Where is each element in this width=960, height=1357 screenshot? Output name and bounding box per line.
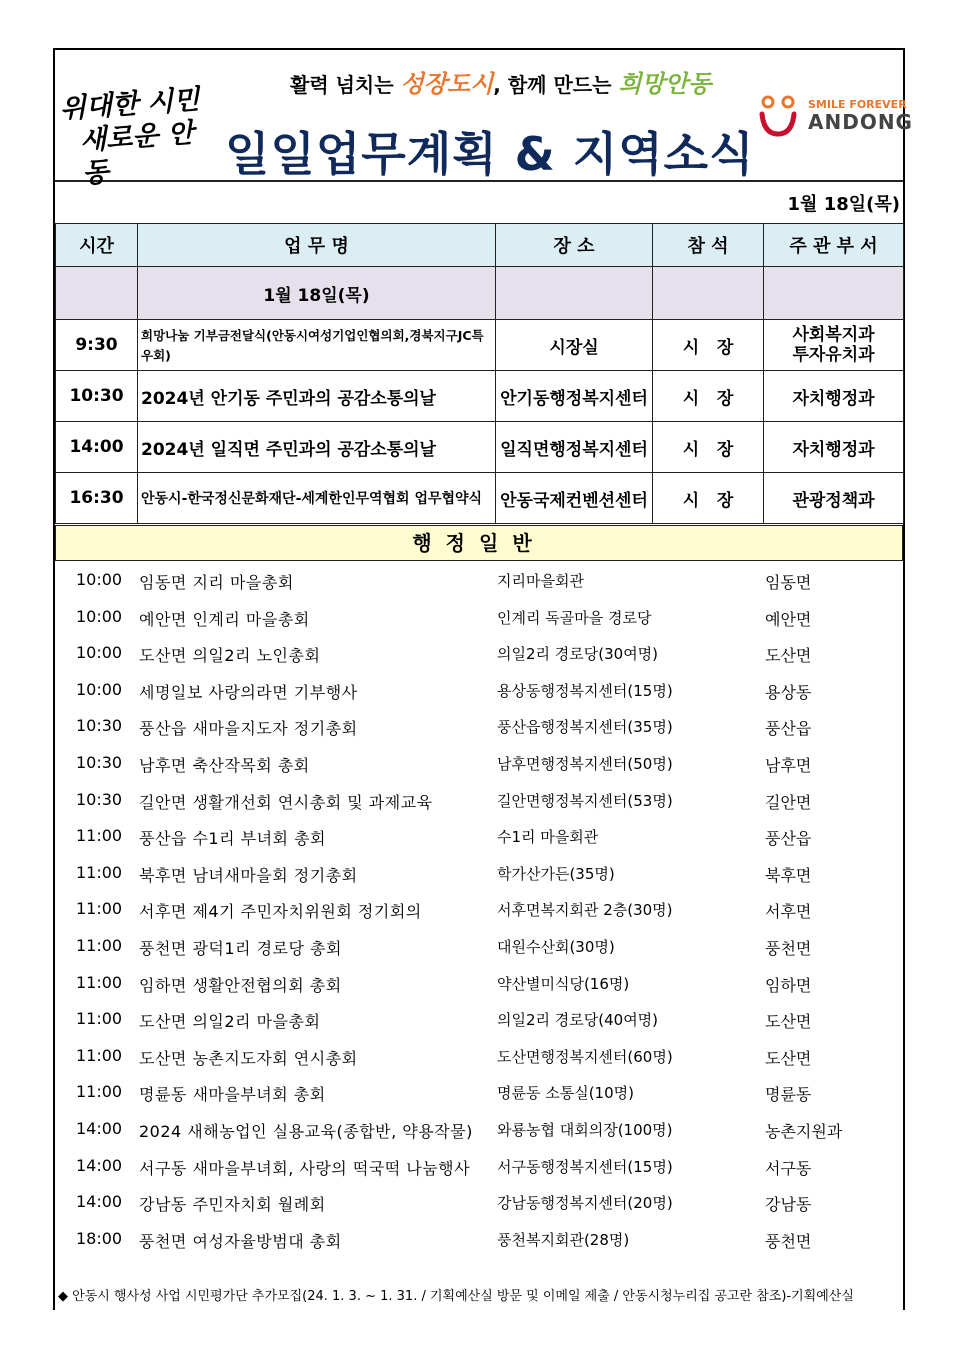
item-time: 10:30 (76, 716, 123, 736)
item-place: 강남동행정복지센터(20명) (497, 1194, 673, 1213)
item-place: 남후면행정복지센터(50명) (497, 754, 673, 773)
row-place: 안기동행정복지센터 (496, 371, 653, 422)
list-item (55, 781, 903, 818)
day-row-empty (653, 267, 764, 320)
item-task: 북후면 남녀새마을회 정기총회 (139, 865, 358, 885)
item-time: 11:00 (76, 1009, 123, 1029)
item-task: 예안면 인계리 마을총회 (139, 609, 310, 629)
row-dept (764, 320, 904, 371)
item-task: 길안면 생활개선회 연시총회 및 과제교육 (139, 792, 433, 812)
item-dept: 풍천면 (765, 1231, 812, 1251)
item-dept: 도산면 (765, 1048, 812, 1068)
row-dept: 자치행정과 (764, 422, 904, 473)
list-item (55, 1037, 903, 1074)
row-time: 14:00 (56, 422, 138, 473)
item-place: 용상동행정복지센터(15명) (497, 681, 673, 700)
item-task: 도산면 의일2리 마을총회 (139, 1012, 321, 1032)
item-dept: 예안면 (765, 609, 812, 629)
item-task: 세명일보 사랑의라면 기부행사 (139, 682, 358, 702)
footer-note: ◆ 안동시 행사성 사업 시민평가단 추가모집(24. 1. 3. ~ 1. 31. / 기획예산실 방문 및 이메일 제출 / 안동시청누리집 공고란 참조)-기획예산실 (58, 1289, 854, 1304)
list-item (55, 854, 903, 891)
list-item (55, 1147, 903, 1184)
list-item (55, 744, 903, 781)
page-title: 일일업무계획 & 지역소식 (225, 127, 755, 181)
list-item (55, 1073, 903, 1110)
list-item (55, 634, 903, 671)
item-place: 와룡농협 대회의장(100명) (497, 1120, 673, 1139)
column-header-task: 업 무 명 (138, 224, 496, 267)
list-item (55, 1220, 903, 1257)
item-place: 풍산읍행정복지센터(35명) (497, 718, 673, 737)
item-time: 10:00 (76, 643, 123, 663)
item-dept: 강남동 (765, 1195, 812, 1215)
row-task: 2024년 일직면 주민과의 공감소통의날 (138, 422, 496, 473)
slogan-part-2: 성장도시 (400, 70, 494, 98)
list-item (55, 598, 903, 635)
item-place: 의일2리 경로당(30여명) (497, 645, 659, 664)
row-time: 16:30 (56, 473, 138, 524)
table-row (56, 371, 904, 422)
item-dept: 도산면 (765, 646, 812, 666)
item-place: 서구동행정복지센터(15명) (497, 1157, 673, 1176)
schedule-day-row (56, 267, 904, 320)
row-attendee: 시 장 (653, 473, 764, 524)
item-time: 11:00 (76, 826, 123, 846)
item-place: 학가산가든(35명) (497, 864, 615, 883)
list-item (55, 890, 903, 927)
column-header-time: 시간 (56, 224, 138, 267)
item-place: 의일2리 경로당(40여명) (497, 1011, 659, 1030)
item-time: 10:30 (76, 752, 123, 772)
andong-logo-tagline: SMILE FOREVER (808, 98, 907, 111)
column-header-place: 장 소 (496, 224, 653, 267)
table-row (56, 422, 904, 473)
day-row-empty (56, 267, 138, 320)
logo-line-1: 위대한 시민 (58, 84, 201, 125)
item-task: 임동면 지리 마을총회 (139, 573, 294, 592)
item-task: 풍산읍 새마을지도자 정기총회 (139, 719, 358, 739)
item-time: 11:00 (76, 899, 123, 919)
item-dept: 풍산읍 (765, 829, 812, 849)
item-time: 11:00 (76, 1045, 123, 1065)
item-time: 14:00 (76, 1118, 123, 1138)
row-attendee: 시 장 (653, 422, 764, 473)
item-dept: 도산면 (765, 1012, 812, 1032)
item-place: 길안면행정복지센터(53명) (497, 791, 673, 810)
day-label: 1월 18일(목) (138, 267, 496, 320)
item-dept: 임하면 (765, 975, 812, 995)
row-task (138, 473, 496, 524)
item-time: 14:00 (76, 1192, 123, 1212)
row-time: 10:30 (56, 371, 138, 422)
row-place: 일직면행정복지센터 (496, 422, 653, 473)
city-slogan-logo (59, 83, 206, 192)
item-place: 서후면복지회관 2층(30명) (497, 901, 673, 920)
item-place: 대원수산회(30명) (497, 937, 615, 956)
item-task: 강남동 주민자치회 월례회 (139, 1195, 326, 1215)
item-place: 도산면행정복지센터(60명) (497, 1047, 673, 1066)
item-time: 11:00 (76, 862, 123, 882)
row-place: 안동국제컨벤션센터 (496, 473, 653, 524)
admin-section-title: 행정일반 (55, 525, 903, 561)
item-task: 서구동 새마을부녀회, 사랑의 떡국떡 나눔행사 (139, 1158, 471, 1178)
item-time: 10:00 (76, 570, 123, 589)
item-dept: 임동면 (765, 573, 812, 592)
row-attendee: 시 장 (653, 320, 764, 371)
item-task: 임하면 생활안전협의회 총회 (139, 975, 342, 995)
item-dept: 길안면 (765, 792, 812, 812)
item-dept: 용상동 (765, 682, 812, 702)
row-place: 시장실 (496, 320, 653, 371)
list-item (55, 927, 903, 964)
item-dept: 농촌지원과 (765, 1121, 843, 1141)
row-task: 2024년 안기동 주민과의 공감소통의날 (138, 371, 496, 422)
column-header-dept: 주 관 부 서 (764, 224, 904, 267)
item-task: 풍천면 광덕1리 경로당 총회 (139, 938, 342, 958)
list-item (55, 707, 903, 744)
item-dept: 서구동 (765, 1158, 812, 1178)
item-place: 명륜동 소통실(10명) (497, 1084, 634, 1103)
andong-logo-wordmark: ANDONG (808, 110, 913, 134)
item-time: 18:00 (76, 1228, 123, 1248)
item-task: 풍산읍 수1리 부녀회 총회 (139, 829, 326, 849)
andong-logo (758, 92, 913, 138)
schedule-header-row (56, 224, 904, 267)
item-task: 도산면 의일2리 노인총회 (139, 646, 321, 666)
row-attendee: 시 장 (653, 371, 764, 422)
item-task: 도산면 농촌지도자회 연시총회 (139, 1048, 358, 1068)
item-place: 약산별미식당(16명) (497, 974, 630, 993)
table-row (56, 473, 904, 524)
row-dept-line-2: 투자유치과 (792, 345, 875, 365)
slogan-part-3: , 함께 만드는 (493, 73, 612, 97)
item-place: 수1리 마을회관 (497, 828, 599, 847)
item-task: 2024 새해농업인 실용교육(종합반, 약용작물) (139, 1121, 473, 1141)
item-time: 10:00 (76, 679, 123, 699)
item-task: 명륜동 새마을부녀회 총회 (139, 1085, 326, 1105)
schedule-table (55, 223, 904, 524)
item-time: 11:00 (76, 972, 123, 992)
item-time: 10:00 (76, 606, 123, 626)
item-dept: 서후면 (765, 902, 812, 922)
item-time: 11:00 (76, 935, 123, 955)
document-date: 1월 18일(목) (787, 194, 900, 215)
item-dept: 명륜동 (765, 1085, 812, 1105)
item-place: 지리마을회관 (497, 572, 584, 590)
day-row-empty (764, 267, 904, 320)
slogan-part-4: 희망안동 (618, 70, 712, 98)
row-dept-line-1: 사회복지과 (792, 325, 875, 345)
row-dept: 자치행정과 (764, 371, 904, 422)
item-time: 11:00 (76, 1082, 123, 1102)
item-dept: 북후면 (765, 865, 812, 885)
list-item (55, 561, 903, 598)
slogan (290, 64, 711, 99)
item-task: 남후면 축산작목회 총회 (139, 755, 310, 775)
list-item (55, 1110, 903, 1147)
list-item (55, 1000, 903, 1037)
item-dept: 풍천면 (765, 938, 812, 958)
item-time: 14:00 (76, 1155, 123, 1175)
item-place: 인계리 독골마을 경로당 (497, 608, 652, 627)
row-time: 9:30 (56, 320, 138, 371)
row-task-text: 희망나눔 기부금전달식(안동시여성기업인협의회,경북지구JC특우회) (141, 328, 484, 363)
day-row-empty (496, 267, 653, 320)
andong-smile-icon (758, 92, 798, 138)
admin-list (55, 561, 903, 1256)
item-time: 10:30 (76, 789, 123, 809)
item-dept: 남후면 (765, 755, 812, 775)
row-task (138, 320, 496, 371)
logo-line-2: 새로운 안동 (79, 117, 195, 190)
list-item (55, 964, 903, 1001)
item-task: 서후면 제4기 주민자치위원회 정기회의 (139, 902, 422, 922)
item-dept: 풍산읍 (765, 719, 812, 739)
row-dept: 관광정책과 (764, 473, 904, 524)
row-task-text: 안동시-한국정신문화재단-세계한인무역협회 업무협약식 (141, 491, 483, 507)
list-item (55, 817, 903, 854)
list-item (55, 1183, 903, 1220)
slogan-part-1: 활력 넘치는 (290, 73, 394, 97)
table-row (56, 320, 904, 371)
item-place: 풍천복지회관(28명) (497, 1230, 630, 1249)
list-item (55, 671, 903, 708)
item-task: 풍천면 여성자율방범대 총회 (139, 1231, 342, 1251)
column-header-attendee: 참 석 (653, 224, 764, 267)
